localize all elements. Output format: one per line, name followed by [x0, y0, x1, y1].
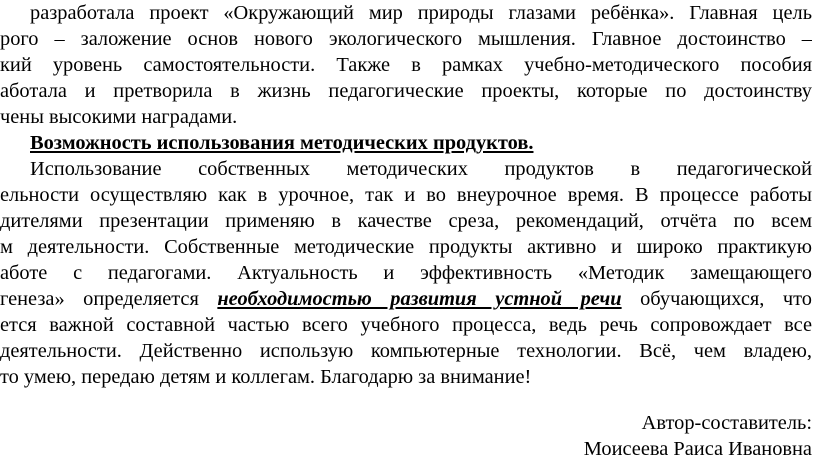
paragraph-2-line-4: м деятельности. Собственные методические продукты активно и широко практикую: [0, 236, 812, 258]
paragraph-1-line-5: чены высокими наградами.: [0, 106, 238, 128]
paragraph-1-line-1: разработала проект «Окружающий мир природы глазами ребёнка». Главная цель: [30, 2, 812, 24]
line-6-text-after: обучающихся, что: [640, 288, 812, 310]
paragraph-2-line-1: Использование собственных методических продуктов в педагогической: [30, 158, 812, 180]
line-6-text-before: генеза» определяется: [0, 288, 199, 310]
paragraph-2-line-9: то умею, передаю детям и коллегам. Благодарю за внимание!: [0, 366, 532, 388]
author-name: Моисеева Раиса Ивановна: [583, 438, 812, 460]
author-label: Автор-составитель:: [641, 412, 812, 434]
paragraph-2-line-8: деятельности. Действенно использую компьютерные технологии. Всё, чем владею,: [0, 340, 812, 362]
paragraph-2-line-2: ельности осуществляю как в урочное, так и во внеурочное время. В процессе работы: [0, 184, 812, 206]
paragraph-2-line-3: дителями презентации применяю в качестве среза, рекомендаций, отчёта по всем: [0, 210, 812, 232]
section-heading: Возможность использования методических продуктов.: [30, 132, 534, 154]
paragraph-1-line-4: аботала и претворила в жизнь педагогические проекты, которые по достоинству: [0, 80, 812, 102]
paragraph-1-line-2: рого – заложение основ нового экологического мышления. Главное достоинство –: [0, 28, 812, 50]
paragraph-2-line-5: аботе с педагогами. Актуальность и эффективность «Методик замещающего: [0, 262, 812, 284]
paragraph-2-line-7: ется важной составной частью всего учебного процесса, ведь речь сопровождает все: [0, 314, 812, 336]
emphasized-phrase: необходимостью развития устной речи: [217, 288, 622, 310]
paragraph-1-line-3: кий уровень самостоятельности. Также в рамках учебно-методического пособия: [0, 54, 812, 76]
paragraph-2-line-6: [0, 286, 812, 312]
